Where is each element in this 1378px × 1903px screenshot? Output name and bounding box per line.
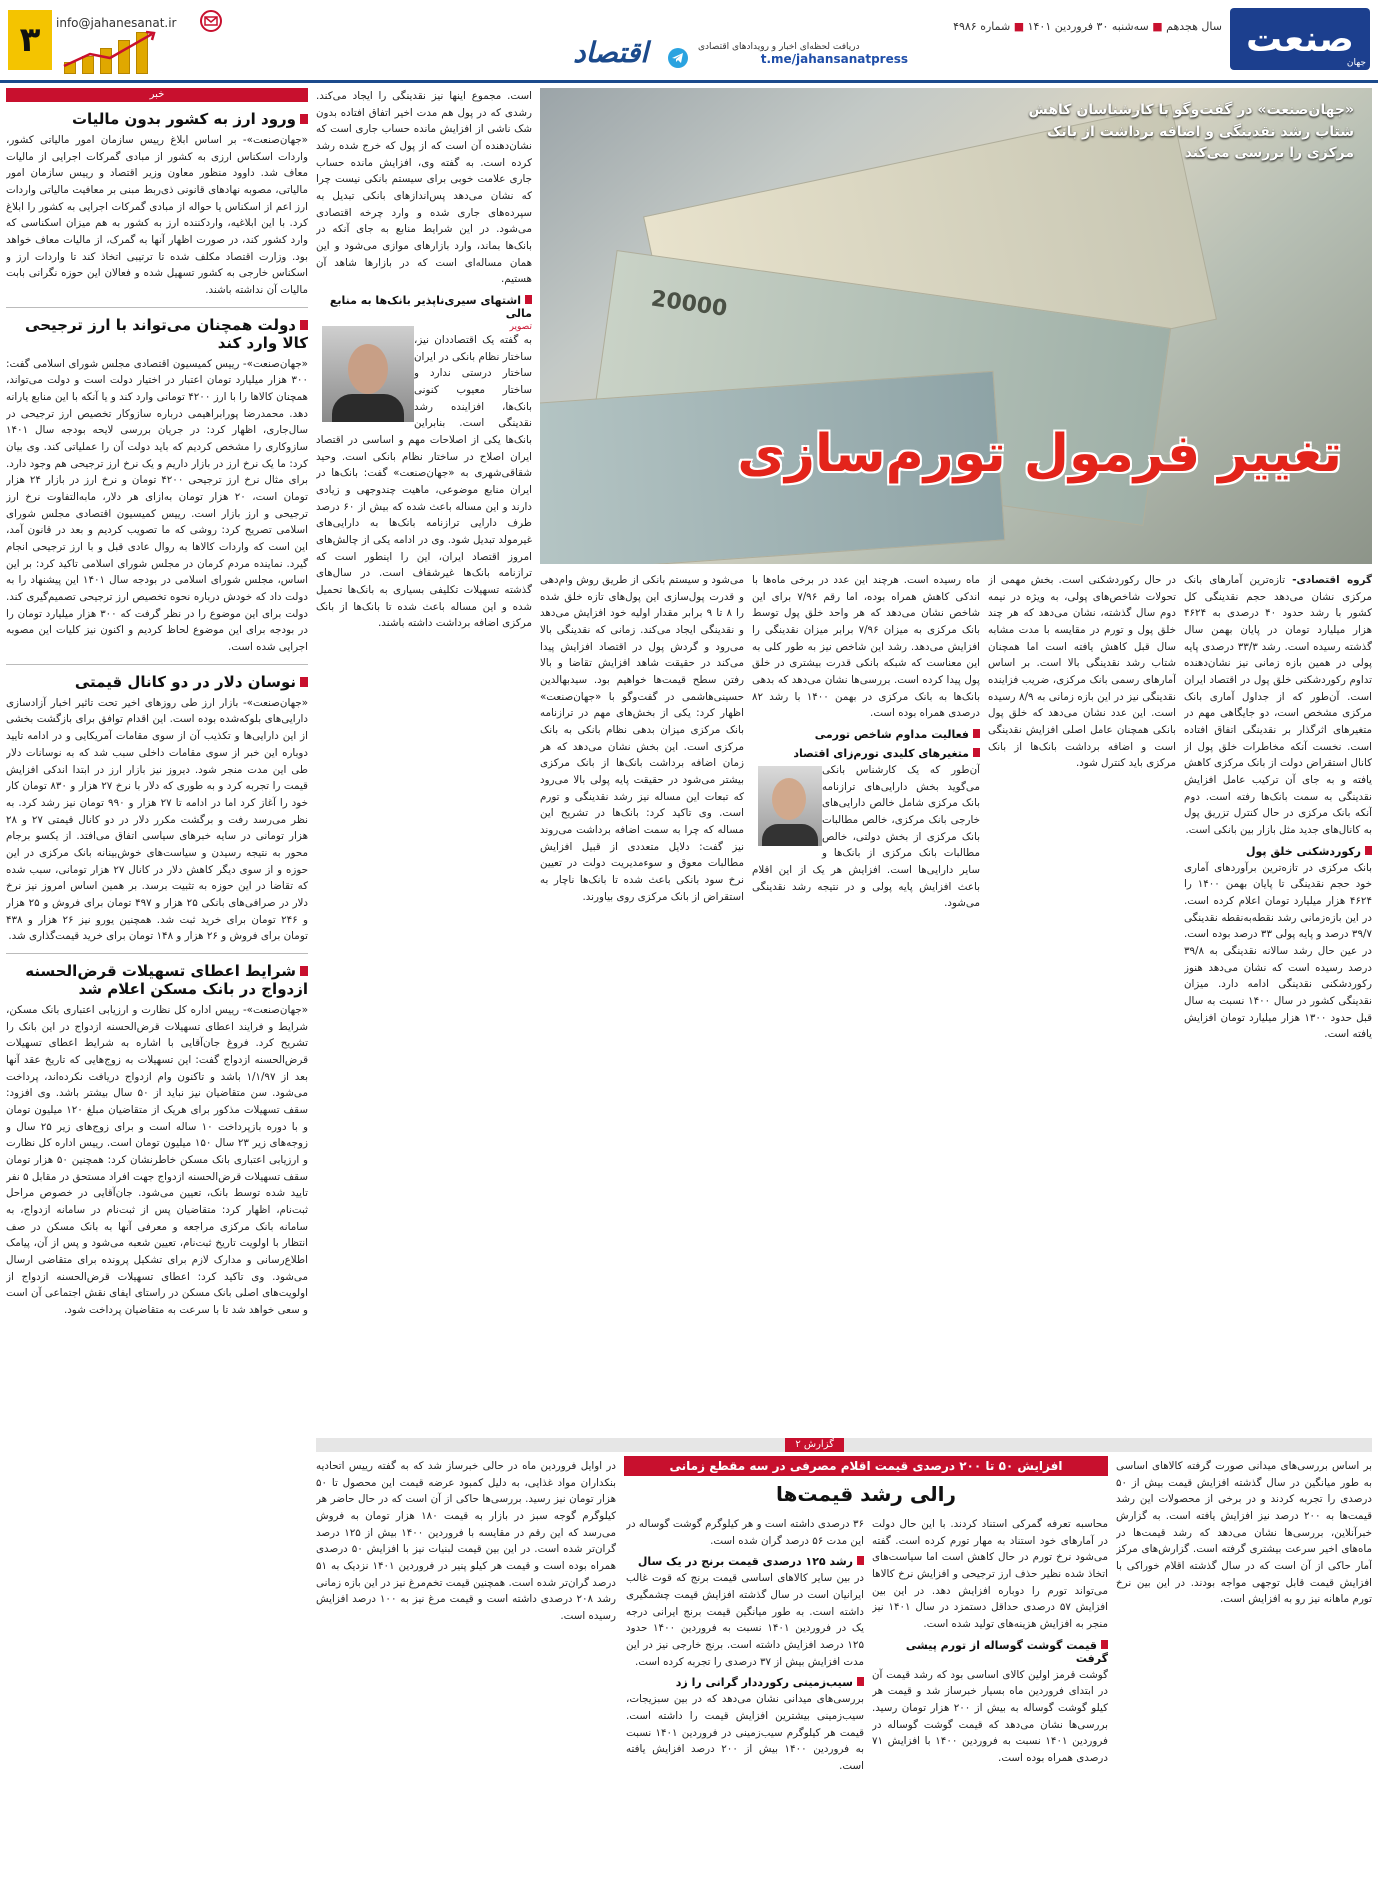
banknote-image: 20000 — [589, 250, 1171, 526]
news-body: «جهان‌صنعت»- رییس اداره کل نظارت و ارزیابی اعتباری بانک مسکن، شرایط و فرایند اعطای تسهیلات قرض‌الحسنه ازدواج در این بانک را تشریح کرد. فروغ جان‌آقایی با اشاره به شرایط اعطای تسهیلات قرض‌الحسنه ازدواج گفت: این تسهیلات به زوج‌هایی که تاریخ عقد آنها بعد از ۱/۱/۹۷ باشد و تاکنون وام ازدواج دریافت نکرده‌اند، پرداخت می‌شود. سن متقاضیان نیز نباید از ۵۰ سال بیشتر باشد. وی افزود: سقف تسهیلات مذکور برای هریک از متقاضیان مبلغ ۱۲۰ میلیون تومان و با دوره بازپرداخت ۱۰ ساله است و برای زوج‌های زیر ۲۵ سال و زوجه‌های زیر ۲۳ سال ۱۵۰ میلیون تومان است. رییس اداره کل نظارت و ارزیابی اعتباری بانک مسکن خاطرنشان کرد: همچنین ۵۰ هزار تومان سقف تسهیلات قرض‌الحسنه ازدواج جهت افراد مستحق در مقابل ۵ نفر تایید شده توسط بانک، تعیین می‌شود. جان‌آقایی در خصوص مراحل ثبت‌نام، اظهار کرد: متقاضیان پس از ثبت‌نام در سامانه ازدواج، به سامانه بانک مرکزی مراجعه و معرفی آنها به بانک مسکن در صف انتظار با اولویت تاریخ ثبت‌نام، تعیین شعبه می‌شود و پس از آن، پیامک اطلاع‌رسانی و مدارک لازم برای تشکیل پرونده برای متقاضی ارسال می‌شود. وی تاکید کرد: اعطای تسهیلات قرض‌الحسنه ازدواج از اولویت‌های اصلی بانک مسکن در راستای ایفای نقش اجتماعی آن است و سعی خواهد شد تا با سرعت به متقاضیان پرداخت شود. — [6, 1003, 308, 1316]
logo-subtext: جهان — [1346, 58, 1366, 68]
page-header — [0, 0, 1378, 82]
article-text: به گفته یک اقتصاددان نیز، ساختار نظام بانکی در ایران ساختار درستی ندارد و ساختار معیوب کنونی بانک‌ها، افزاینده رشد نقدینگی است. بنابراین بانک‌ها یکی از اصلاحات مهم و اساسی در اقتصاد ایران اصلاح در ساختار نظام بانکی است. وحید شقاقی‌شهری به «جهان‌صنعت» گفت: بانک‌ها در ایران منابع موضوعی، ماهیت چندوجهی و زیادی دارند و این مساله باعث شده که بیش از ۶۰ درصد طرف دارایی ترازنامه بانک‌ها به دارایی‌های غیرمولد تبدیل شود. وی در ادامه یکی از چالش‌های امروز اقتصاد ایران، این را اینطور است که ترازنامه بانک‌ها غیرشفاف است. در سال‌های گذشته تسهیلات تکلیفی بسیاری به بانک‌ها تحمیل شده و این مساله باعث شده تا بانک‌ها از بانک مرکزی اضافه برداشت داشته باشند. — [316, 334, 532, 630]
header-rule — [0, 80, 1378, 83]
article-kicker: گروه اقتصادی- — [1292, 574, 1372, 586]
report-subheading: سیب‌زمینی رکورددار گرانی را زد — [626, 1676, 864, 1689]
article-text: است. مجموع اینها نیز نقدینگی را ایجاد می‌کند. رشدی که در پول هم مدت اخیر اتفاق افتاده بدون شک ناشی از افزایش مانده حساب جاری است که نشان‌دهنده آن است که از پول که خرج شده رشد کرده است. به گفته وی، افزایش مانده حساب جاری علامت خوبی برای سیستم بانکی نیست چرا که نشان می‌دهد پس‌اندازهای بانکی تبدیل به سپرده‌های جاری شده و وارد چرخه اقتصادی می‌شود. در این شرایط منابع به جای آنکه در بانک‌ها بماند، وارد بازارهای موازی می‌شود و این همان مساله‌ای است که در بازارها شاهد آن هستیم. — [316, 90, 532, 286]
article-column-b — [988, 572, 1176, 1432]
news-headline[interactable]: نوسان دلار در دو کانال قیمتی — [6, 673, 308, 691]
page-number: ۳ — [8, 10, 52, 70]
telegram-caption: دریافت لحظه‌ای اخبار و رویدادهای اقتصادی — [698, 42, 860, 52]
news-body: «جهان‌صنعت»- رییس کمیسیون اقتصادی مجلس شورای اسلامی گفت: ۳۰۰ هزار میلیارد تومان اعتبار در اختیار دولت است و دولت می‌تواند، همچنان کالاها را با ارز ۴۲۰۰ تومانی وارد کند و یا آنکه با این منابع یارانه دهد. محمدرضا پورابراهیمی درباره سازوکار تخصیص ارز ترجیحی در سال‌جاری، اظهار کرد: در جریان بررسی لایحه بودجه سال ۱۴۰۱ سازوکاری را مشخص کردیم که باید دولت آن را عملیاتی کند. وی بیان کرد: ما یک نرخ ارز در بازار داریم و یک نرخ ارز ترجیحی هم وجود دارد. برای مثال نرخ ارز ترجیحی ۴۲۰۰ تومان و نرخ ارز در بازار ۲۴ هزار تومان است، ۲۰ هزار تومان به‌ازای هر دلار، مابه‌التفاوت نرخ ارز ترجیحی و ارز بازار است. رییس کمیسیون اقتصادی مجلس شورای اسلامی تصریح کرد: روشی که ما تصویب کردیم و بعد در قانون آمد، این است که واردات کالاها به روال عادی قبل و با ارز ترجیحی انجام گیرد. نماینده مردم کرمان در مجلس شورای اسلامی تاکید کرد: بر این اساس، مجلس شورای اسلامی در بودجه سال ۱۴۰۱ این پیشنهاد را به دولت داد که خودش درباره نحوه تخصیص ارز ترجیحی تصمیم‌گیری کند. دولت برای این موضوع را در نظر گرفت که ۳۰۰ هزار میلیارد تومان را در بودجه برای این موضوع لحاظ کردیم و اکنون نیز کلیات این مصوبه اجرایی شده است. — [6, 357, 308, 654]
article-text: گروه اقتصادی- تازه‌ترین آمارهای بانک مرکزی نشان می‌دهد حجم نقدینگی کل کشور با رشد حدود ۴۰ درصدی به ۴۶۲۴ هزار میلیارد تومان در پایان بهمن سال گذشته رسیده است. رشد ۳۳/۳ درصدی پایه پولی در همین بازه زمانی نیز نشان‌دهنده تداوم رکوردشکنی خلق پول در اقتصاد ایران است. آن‌طور که از جداول آماری بانک مرکزی مشخص است، دو جایگاهی مهم در متغیرهای اثرگذار بر نقدینگی اتفاق افتاده است. نخست آنکه مخاطرات خلق پول از کانال استقراض دولت از بانک مرکزی کاهش یافته و به جای آن ترکیب عامل افزایش نقدینگی به سمت بانک‌ها رفته است. دوم آنکه بانک مرکزی در حال کنترل تزریق پول به کانال‌های جدید مثل بازار بین بانکی است. — [1184, 574, 1372, 837]
hero-lede: «جهان‌صنعت» در گفت‌وگو با کارشناسان کاهش شتاب رشد نقدینگی و اضافه برداشت از بانک مرکزی را بررسی می‌کند — [1028, 102, 1354, 162]
section-title: اقتصاد — [573, 36, 648, 69]
article-text: بانک مرکزی در تازه‌ترین برآوردهای آماری خود حجم نقدینگی تا پایان بهمن ۱۴۰۰ را ۴۶۲۴ هزار میلیارد تومان اعلام کرده است. در این بازه‌زمانی رشد نقطه‌به‌نقطه نقدینگی ۳۹/۷ درصد و پایه پولی ۳۳ درصد بوده است. در عین حال رشد سالانه نقدینگی به ۳۹/۸ درصد رسیده است که نشان می‌دهد هنوز رکوردشکنی نقدینگی ادامه دارد. میزان نقدینگی کشور در سال ۱۴۰۰ نسبت به سال قبل حدود ۱۳۰۰ هزار میلیارد تومان افزایش یافته است. — [1184, 861, 1372, 1041]
article-column-c — [752, 572, 980, 1432]
report-overline: افزایش ۵۰ تا ۲۰۰ درصدی قیمت اقلام مصرفی در سه مقطع زمانی — [624, 1456, 1108, 1476]
expert-portrait — [322, 326, 414, 422]
article-subheading: متغیرهای کلیدی تورم‌زای اقتصاد — [752, 747, 980, 760]
article-column-a — [1184, 572, 1372, 1432]
year-label: سال هجدهم — [1166, 20, 1222, 33]
report-text: بر اساس بررسی‌های میدانی صورت گرفته کالاهای اساسی به طور میانگین در سال گذشته افزایش قیمت بیش از ۵۰ درصدی را تجربه کردند و در برخی از محصولات این رشد قیمت‌ها به ۲۰۰ درصد نیز افزایش یافته است. به گزارش خبرآنلاین، بررسی‌ها نشان می‌دهد که رشد قیمت‌ها در ماه‌های اخیر سرعت بیشتری گرفته است. گزارش‌های مرکز آمار حاکی از آن است که در سال گذشته اقلام خوراکی با افزایش قیمت قابل توجهی مواجه بودند. در این بین نرخ تورم ماهانه نیز رو به افزایش است. — [1116, 1460, 1372, 1606]
news-headline[interactable]: دولت همچنان می‌تواند با ارز ترجیحی کالا وارد کند — [6, 316, 308, 352]
article-column-d — [540, 572, 744, 1432]
date-label: سه‌شنبه ۳۰ فروردین ۱۴۰۱ — [1027, 20, 1149, 33]
hero-banknotes-image — [540, 88, 1372, 564]
news-headline[interactable]: شرایط اعطای تسهیلات قرض‌الحسنه ازدواج در بانک مسکن اعلام شد — [6, 962, 308, 998]
divider — [6, 953, 308, 954]
email-icon — [200, 10, 222, 32]
report-text: در اوایل فروردین ماه در حالی خبرساز شد که به گفته رییس اتحادیه بنکداران مواد غذایی، به دلیل کمبود عرضه قیمت این محصول تا ۵۰ هزار تومان نیز رسید. بررسی‌ها حاکی از آن است که در حال حاضر هر کیلوگرم گوجه سبز در بازار به قیمت ۱۸۰ هزار تومان به فروش می‌رسد که این رقم در مقایسه با فروردین ۱۴۰۰ بیش از ۱۲۵ درصد گران‌تر شده است. در این بین قیمت لبنیات نیز با افزایش ۵۰ درصدی همراه بوده است و قیمت هر کیلو پنیر در فروردین ۱۴۰۱ نزدیک به ۵۱ درصد گران‌تر شده است. همچنین قیمت تخم‌مرغ نیز در این بازه زمانی رشد ۲۰۸ درصدی داشته است و قیمت مرغ نیز به ۱۰۰ درصد افزایش رسیده است. — [316, 1460, 616, 1623]
article-text: می‌شود و سیستم بانکی از طریق روش وام‌دهی و قدرت پول‌سازی این پول‌های تازه خلق شده را ۸ تا ۹ برابر مقدار اولیه خود افزایش می‌دهد و نقدینگی ایجاد می‌کند. زمانی که نقدینگی بالا می‌رود و گردش پول در اقتصاد افزایش پیدا می‌کند در حقیقت شاهد افزایش تقاضا و بالا رفتن سطح قیمت‌ها خواهیم بود. سیدبهالدین حسینی‌هاشمی در گفت‌وگو با «جهان‌صنعت» اظهار کرد: یکی از بخش‌های مهم در ترازنامه بانک مرکزی میزان بدهی نظام بانکی به بانک مرکزی است. این بخش نشان می‌دهد که هر زمان اضافه برداشت بانک‌ها از بانک مرکزی بیشتر می‌شود در حقیقت پایه پولی بالا می‌رود که تبعات این مساله نیز رشد نقدینگی و تورم است. وی تاکید کرد: بانک‌ها در تشریح این مساله که چرا به سمت اضافه برداشت می‌روند نیز گفت: دلایل متعددی از قبیل افزایش مطالبات معوق و سوءمدیریت دولت در تعیین نرخ سود بانکی باعث شده تا بانک‌ها ناچار به استقراض از بانک مرکزی روی بیاورند. — [540, 574, 744, 903]
telegram-link[interactable]: t.me/jahansanatpress — [760, 52, 908, 66]
telegram-icon — [668, 48, 688, 68]
report-headline-block — [624, 1456, 1108, 1512]
coins-chart-icon — [60, 30, 160, 74]
photo-label: تصویر — [509, 322, 532, 333]
news-headline[interactable]: ورود ارز به کشور بدون مالیات — [6, 110, 308, 128]
report-column-3 — [626, 1516, 864, 1898]
telegram-promo[interactable] — [698, 42, 908, 66]
hero-title[interactable]: تغییر فرمول تورم‌سازی — [737, 424, 1342, 484]
divider — [6, 664, 308, 665]
report-column-1 — [1116, 1458, 1372, 1898]
issue-info: سال هجدهم ■ سه‌شنبه ۳۰ فروردین ۱۴۰۱ ■ شماره ۴۹۸۶ — [953, 20, 1222, 33]
article-subheading: رکوردشکنی خلق پول — [1184, 845, 1372, 858]
report-section-bar — [316, 1438, 1372, 1452]
contact-email[interactable]: info@jahanesanat.ir — [56, 16, 177, 30]
report-text: محاسبه تعرفه گمرکی استناد کردند. با این حال دولت در آمارهای خود استناد به مهار تورم کرده است. گفته می‌شود نرخ تورم در حال کاهش است اما سیاست‌های اتخاذ شده نظیر حذف ارز ترجیحی و افزایش نرخ کالاها می‌تواند تورم را دوباره افزایش دهد. در این بین افزایش ۵۷ درصدی حداقل دستمزد در سال ۱۴۰۱ نیز منجر به افزایش هزینه‌های تولید شده است. — [872, 1518, 1108, 1631]
report-subheading: رشد ۱۲۵ درصدی قیمت برنج در یک سال — [626, 1555, 864, 1568]
report-text: گوشت قرمز اولین کالای اساسی بود که رشد قیمت آن در ابتدای فروردین ماه بسیار خبرساز شد و قیمت هر کیلو گوشت گوساله به بیش از ۲۰۰ هزار تومان رسید. بررسی‌ها نشان می‌دهد که قیمت گوشت گوساله در فروردین ۱۴۰۱ نسبت به فروردین ۱۴۰۰ با افزایش ۷۱ درصدی همراه بوده است. — [872, 1668, 1108, 1765]
newspaper-logo[interactable] — [1230, 8, 1370, 70]
expert-portrait — [758, 766, 822, 846]
news-body: «جهان‌صنعت»- بر اساس ابلاغ رییس سازمان امور مالیاتی کشور، واردات اسکناس ارزی به کشور از مبادی گمرکات اجرایی از مالیات معاف شد. داوود منظور معاون وزیر اقتصاد و رییس سازمان امور مالیاتی، مصوبه نهادهای قانونی ذی‌ربط مبنی بر معافیت مالیاتی واردات ارز اعم از اسکناس یا حواله از مبادی گمرکات اجرایی به کشور را ابلاغ کرد. با این ابلاغیه، وارد‌کننده ارز به کشور به هم میزان اسکناسی که وارد کشور کند، در صورت اظهار آنها به گمرک، از مالیات معاف خواهد بود. وزارت اقتصاد مکلف شده تا ترتیبی اتخاذ کند تا واردات ارز و اسکناس خارجی به کشور تسهیل شده و فعالان این حوزه نگرانی بابت مالیات آن نداشته باشند. — [6, 134, 308, 297]
article-subheading: اشتهای سیری‌ناپذیر بانک‌ها به منابع مالی — [316, 294, 532, 320]
report-subheading: قیمت گوشت گوساله از تورم پیشی گرفت — [872, 1639, 1108, 1665]
report-text: در بین سایر کالاهای اساسی قیمت برنج که قوت غالب ایرانیان است در سال گذشته افزایش قیمت چشمگیری داشته است. به طور میانگین قیمت برنج ایرانی درجه یک در فروردین ۱۴۰۱ نسبت به فروردین ۱۴۰۰ حدود ۱۲۵ درصد افزایش داشته است. برنج خارجی نیز در این مدت افزایش بیش از ۳۷ درصدی را تجربه کرده است. — [626, 1572, 864, 1668]
report-headline[interactable]: رالی رشد قیمت‌ها — [776, 1482, 956, 1506]
report-column-4 — [316, 1458, 616, 1898]
report-text: بررسی‌های میدانی نشان می‌دهد که در بین سبزیجات، سیب‌زمینی بیشترین افزایش قیمت را داشته است. قیمت هر کیلوگرم سیب‌زمینی در فروردین ۱۴۰۱ نسبت به فروردین ۱۴۰۰ بیش از ۲۰۰ درصد افزایش یافته است. — [626, 1693, 864, 1773]
issue-number: شماره ۴۹۸۶ — [953, 20, 1011, 33]
article-column-e — [316, 88, 532, 1433]
article-text: آن‌طور که یک کارشناس بانکی می‌گوید بخش دارایی‌های ترازنامه بانک مرکزی شامل خالص دارایی‌های خارجی بانک مرکزی، خالص مطالبات بانک مرکزی از بخش دولتی، خالص مطالبات بانک مرکزی از بانک‌ها و سایر دارایی‌ها است. افزایش هر یک از این اقلام باعث افزایش پایه پولی و در نتیجه رشد نقدینگی می‌شود. — [752, 764, 980, 910]
news-column — [6, 88, 308, 1893]
news-body: «جهان‌صنعت»- بازار ارز طی روزهای اخیر تحت تاثیر اخبار آزادسازی دارایی‌های بلوکه‌شده بوده است. این اقدام توافق برای بازگشت بخشی از این دارایی‌ها و تکذیب آن از سوی مقامات آمریکایی و در ادامه تایید دوباره این خبر از سوی مقامات داخلی سبب شد که به نوسانات دلار طی این مدت منجر شود. دیروز نیز بازار ارز در ابتدا اندکی افزایش قیمت را تجربه کرد و به طوری که دلار با نرخ ۲۷ هزار و ۸۳۰ تومان کار خود را آغاز کرد اما در ادامه تا ۲۷ هزار و ۹۹۰ تومان نیز رشد کرد. به نظر می‌رسد رفت و برگشت مکرر دلار در دو کانال قیمتی ۲۷ و ۲۸ هزار تومانی در سایه خبرهای سیاسی اتفاق می‌افتد. از یکسو برجام محور به نتیجه رسیدن و سیاست‌های خوش‌بینانه بانک مرکزی در این حوزه و از سوی دیگر کاهش دلار در کانال ۲۷ هزار تومانی، سبب شده که تقاضا در این حوزه به تثبیت برسد. بر همین اساس امروز نیز نرخ دلار در صرافی‌های بانکی ۲۵ هزار و ۴۹۷ تومان برای فروش و ۲۵ هزار و ۲۴۶ تومان برای خرید ثبت شد. همچنین یورو نیز ۲۶ هزار و ۴۳۸ تومان برای فروش و ۲۶ هزار و ۱۴۸ تومان برای خرید قیمت‌گذاری شد. — [6, 696, 308, 943]
divider — [6, 307, 308, 308]
article-text: ماه رسیده است. هرچند این عدد در برخی ماه‌ها با اندکی کاهش همراه بوده، اما رقم ۷/۹۶ برای این شاخص نشان می‌دهد که هر واحد خلق پول توسط بانک مرکزی به میزان ۷/۹۶ برابر میزان نقدینگی را افزایش می‌دهد. رشد این شاخص نیز به طور کلی به این معناست که شبکه بانکی قدرت بیشتری در خلق پول پیدا کرده است. بررسی‌ها نشان می‌دهد که بدهی بانک‌ها به بانک مرکزی در بهمن ۱۴۰۰ با رشد ۸۲ درصدی همراه بوده است. — [752, 574, 980, 720]
news-section-bar: خبر — [6, 88, 308, 102]
logo-text: صنعت — [1246, 18, 1354, 60]
report-column-2 — [872, 1516, 1108, 1898]
report-text: ۳۶ درصدی داشته است و هر کیلوگرم گوشت گوساله در این مدت ۵۶ درصد گران شده است. — [626, 1518, 864, 1547]
article-text: در حال رکوردشکنی است. بخش مهمی از تحولات شاخص‌های پولی، به ویژه در نیمه دوم سال گذشته، نشان می‌دهد که هر چند خلق پول و تورم در مقایسه با مدت مشابه سال قبل کاهش یافته است اما همچنان شتاب رشد نقدینگی بالا است. بر اساس آمارهای رسمی بانک مرکزی، ضریب فزاینده نقدینگی نیز در این بازه زمانی به ۸/۹ رسیده است. این عدد نشان می‌دهد که خلق پول بانکی همچنان عامل اصلی افزایش نقدینگی است و اضافه برداشت بانک‌ها از بانک مرکزی باید کنترل شود. — [988, 574, 1176, 770]
report-label: گزارش ۲ — [785, 1438, 844, 1452]
article-subheading: فعالیت مداوم شاخص تورمی — [752, 728, 980, 741]
